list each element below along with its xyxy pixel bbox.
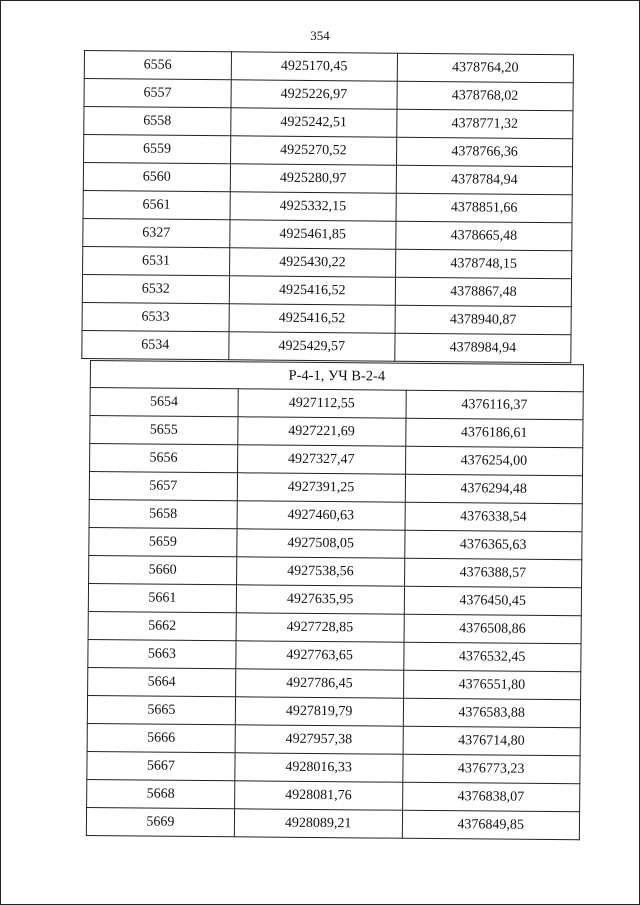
x-coordinate-cell: 4927508,05	[237, 529, 405, 558]
table-row	[88, 667, 581, 699]
x-coordinate-cell: 4925416,52	[229, 276, 395, 305]
table-row	[87, 723, 580, 755]
point-number-cell: 6559	[84, 135, 231, 164]
point-number-cell: 6327	[83, 218, 230, 247]
point-number-cell: 6561	[83, 190, 230, 219]
y-coordinate-cell: 4376450,45	[404, 586, 582, 616]
point-number-cell: 5663	[88, 639, 236, 668]
table-row	[88, 583, 581, 615]
y-coordinate-cell: 4376849,85	[402, 810, 580, 840]
point-number-cell: 5665	[87, 695, 235, 724]
y-coordinate-cell: 4376365,63	[404, 530, 582, 560]
point-number-cell: 6532	[82, 274, 229, 303]
x-coordinate-cell: 4925416,52	[229, 304, 395, 333]
point-number-cell: 6556	[84, 51, 231, 80]
y-coordinate-cell: 4376116,37	[406, 390, 584, 420]
point-number-cell: 6560	[83, 163, 230, 192]
y-coordinate-cell: 4376773,23	[402, 754, 580, 784]
y-coordinate-cell: 4378984,94	[395, 333, 571, 363]
y-coordinate-cell: 4378771,32	[397, 109, 573, 139]
point-number-cell: 5660	[89, 555, 237, 584]
point-number-cell: 5666	[87, 723, 235, 752]
x-coordinate-cell: 4927819,79	[235, 697, 403, 726]
point-number-cell: 5655	[90, 416, 238, 445]
point-number-cell: 6533	[82, 302, 229, 331]
table-row	[86, 807, 579, 839]
x-coordinate-cell: 4925226,97	[231, 80, 397, 109]
x-coordinate-cell: 4927538,56	[236, 557, 404, 586]
x-coordinate-cell: 4927391,25	[237, 473, 405, 502]
point-number-cell: 5667	[87, 751, 235, 780]
point-number-cell: 6557	[84, 79, 231, 108]
point-number-cell: 5669	[86, 807, 234, 836]
x-coordinate-cell: 4925270,52	[230, 136, 396, 165]
table-row	[90, 388, 583, 420]
point-number-cell: 5661	[88, 583, 236, 612]
y-coordinate-cell: 4378851,66	[396, 193, 572, 223]
point-number-cell: 6531	[83, 246, 230, 275]
table-row	[87, 695, 580, 727]
x-coordinate-cell: 4925461,85	[229, 220, 395, 249]
table-row	[90, 444, 583, 476]
x-coordinate-cell: 4925429,57	[228, 332, 394, 361]
coordinates-table-bottom	[86, 360, 584, 840]
table-row	[84, 51, 573, 83]
x-coordinate-cell: 4927635,95	[236, 585, 404, 614]
x-coordinate-cell: 4925242,51	[230, 108, 396, 137]
point-number-cell: 5658	[89, 499, 237, 528]
table-row	[89, 472, 582, 504]
y-coordinate-cell: 4376583,88	[403, 698, 581, 728]
section-header-row	[90, 361, 583, 392]
y-coordinate-cell: 4376294,48	[405, 474, 583, 504]
table-row	[87, 779, 580, 811]
point-number-cell: 5654	[90, 388, 238, 417]
section-title: Р-4-1, УЧ В-2-4	[90, 361, 583, 392]
table-row	[89, 555, 582, 587]
y-coordinate-cell: 4376388,57	[404, 558, 582, 588]
y-coordinate-cell: 4378940,87	[395, 305, 571, 335]
table-row	[89, 499, 582, 531]
x-coordinate-cell: 4928081,76	[234, 781, 402, 810]
table-row	[82, 330, 571, 362]
y-coordinate-cell: 4378748,15	[395, 249, 571, 279]
table-row	[82, 274, 571, 306]
point-number-cell: 5664	[88, 667, 236, 696]
table-row	[88, 639, 581, 671]
y-coordinate-cell: 4378768,02	[397, 81, 573, 111]
y-coordinate-cell: 4378784,94	[396, 165, 572, 195]
y-coordinate-cell: 4378665,48	[396, 221, 572, 251]
y-coordinate-cell: 4376551,80	[403, 670, 581, 700]
y-coordinate-cell: 4378766,36	[396, 137, 572, 167]
table-row	[83, 163, 572, 195]
x-coordinate-cell: 4928089,21	[234, 809, 402, 838]
point-number-cell: 5668	[87, 779, 235, 808]
y-coordinate-cell: 4376714,80	[403, 726, 581, 756]
y-coordinate-cell: 4376186,61	[405, 418, 583, 448]
point-number-cell: 5656	[90, 444, 238, 473]
point-number-cell: 5657	[89, 472, 237, 501]
x-coordinate-cell: 4927786,45	[235, 669, 403, 698]
table-row	[83, 246, 572, 278]
x-coordinate-cell: 4927763,65	[236, 641, 404, 670]
table-row	[82, 302, 571, 334]
table-row	[83, 190, 572, 222]
x-coordinate-cell: 4927460,63	[237, 501, 405, 530]
point-number-cell: 6558	[84, 107, 231, 136]
table-row	[84, 135, 573, 167]
y-coordinate-cell: 4378867,48	[395, 277, 571, 307]
x-coordinate-cell: 4927221,69	[238, 417, 406, 446]
x-coordinate-cell: 4927957,38	[235, 725, 403, 754]
table-row	[84, 107, 573, 139]
x-coordinate-cell: 4928016,33	[235, 753, 403, 782]
x-coordinate-cell: 4925430,22	[229, 248, 395, 277]
x-coordinate-cell: 4927112,55	[238, 389, 406, 418]
x-coordinate-cell: 4927327,47	[237, 445, 405, 474]
table-row	[89, 527, 582, 559]
table-row	[83, 218, 572, 250]
y-coordinate-cell: 4376508,86	[404, 614, 582, 644]
x-coordinate-cell: 4925332,15	[230, 192, 396, 221]
point-number-cell: 6534	[82, 330, 229, 359]
y-coordinate-cell: 4376532,45	[403, 642, 581, 672]
y-coordinate-cell: 4376838,07	[402, 782, 580, 812]
y-coordinate-cell: 4376254,00	[405, 446, 583, 476]
point-number-cell: 5659	[89, 527, 237, 556]
table-row	[90, 416, 583, 448]
table-row	[88, 611, 581, 643]
x-coordinate-cell: 4927728,85	[236, 613, 404, 642]
y-coordinate-cell: 4378764,20	[397, 53, 573, 83]
y-coordinate-cell: 4376338,54	[405, 502, 583, 532]
coordinates-table-top	[81, 50, 574, 363]
x-coordinate-cell: 4925280,97	[230, 164, 396, 193]
table-row	[84, 79, 573, 111]
point-number-cell: 5662	[88, 611, 236, 640]
page-number: 354	[310, 28, 330, 43]
x-coordinate-cell: 4925170,45	[231, 52, 397, 81]
table-row	[87, 751, 580, 783]
